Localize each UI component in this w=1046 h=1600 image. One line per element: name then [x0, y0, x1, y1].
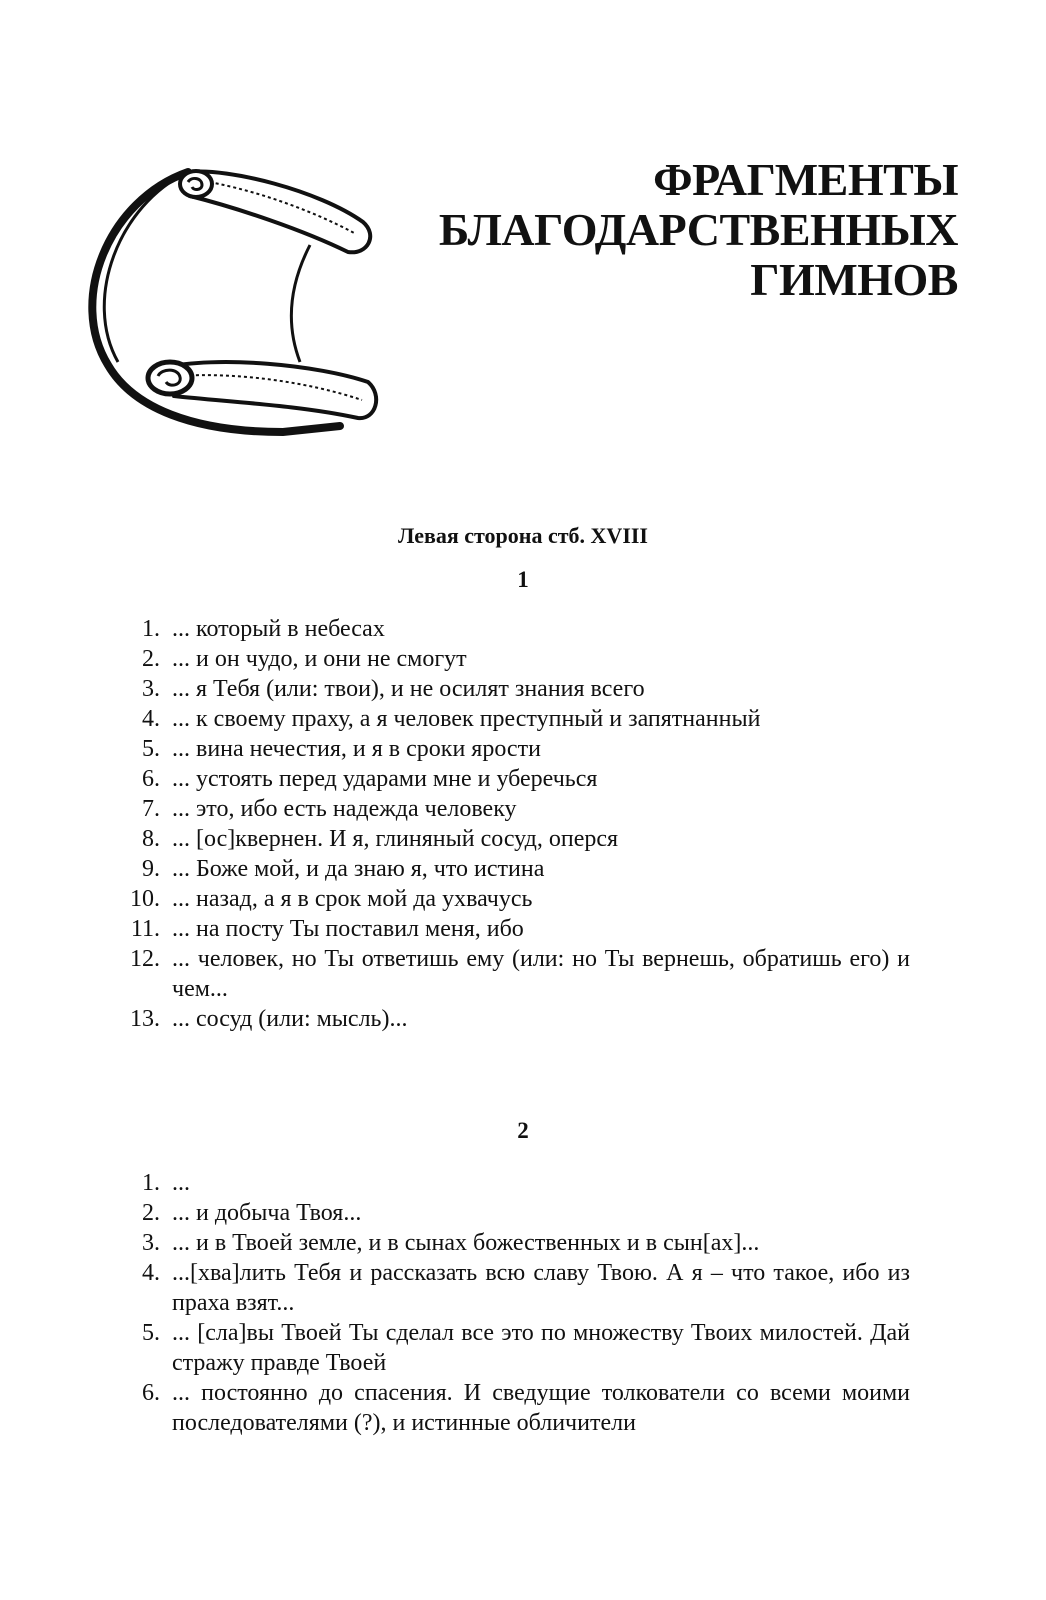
- verse-line: [120, 1228, 910, 1258]
- verse-line: [120, 884, 910, 914]
- verse-number: 8.: [142, 826, 160, 852]
- verse-line: [120, 794, 910, 824]
- verse-text: ... это, ибо есть надежда человеку: [172, 796, 517, 822]
- column-subtitle: Левая сторона стб. XVIII: [397, 523, 648, 548]
- verse-text: ... постоянно до спасения. И сведущие толкователи со всеми моими последователями (?), и истинные обличители: [172, 1380, 910, 1436]
- verse-line: [120, 614, 910, 644]
- verse-number: 3.: [142, 1230, 160, 1256]
- verse-number: 1.: [142, 1170, 160, 1196]
- verse-line: [120, 1318, 910, 1378]
- verse-number: 4.: [142, 706, 160, 732]
- verse-text: ... и в Твоей земле, и в сынах божественных и в сын[ах]...: [172, 1230, 760, 1256]
- verse-text: ... [ос]квернен. И я, глиняный сосуд, оперся: [172, 826, 619, 852]
- verse-number: 5.: [142, 736, 160, 762]
- scroll-icon: [78, 150, 398, 450]
- verse-number: 6.: [142, 766, 160, 792]
- verse-line: [120, 734, 910, 764]
- verse-line: [120, 914, 910, 944]
- title-line: ФРАГМЕНТЫ: [653, 154, 958, 205]
- verse-line: [120, 644, 910, 674]
- section-2-lines: [120, 1168, 910, 1438]
- verse-text: ... устоять перед ударами мне и уберечься: [172, 766, 598, 792]
- verse-number: 13.: [130, 1006, 160, 1032]
- verse-number: 2.: [142, 1200, 160, 1226]
- verse-number: 11.: [130, 916, 160, 942]
- verse-line: [120, 854, 910, 884]
- verse-number: 2.: [142, 646, 160, 672]
- title-line: ГИМНОВ: [750, 254, 958, 305]
- page-title: [439, 155, 958, 305]
- verse-number: 10.: [130, 886, 160, 912]
- verse-line: [120, 824, 910, 854]
- verse-line: [120, 704, 910, 734]
- verse-number: 3.: [142, 676, 160, 702]
- verse-line: [120, 1004, 910, 1034]
- section-1-lines: [120, 614, 910, 1034]
- verse-line: [120, 1198, 910, 1228]
- verse-line: [120, 1378, 910, 1438]
- verse-text: ... к своему праху, а я человек преступный и запятнанный: [172, 706, 761, 732]
- verse-number: 12.: [130, 946, 160, 972]
- verse-text: ... который в небесах: [172, 616, 385, 642]
- verse-text: ... и добыча Твоя...: [172, 1200, 362, 1226]
- section-number: 2: [517, 1118, 529, 1143]
- verse-number: 1.: [142, 616, 160, 642]
- verse-number: 5.: [142, 1320, 160, 1346]
- verse-text: ... я Тебя (или: твои), и не осилят знания всего: [172, 676, 645, 702]
- verse-number: 9.: [142, 856, 160, 882]
- verse-text: ...[хва]лить Тебя и рассказать всю славу Твою. А я – что такое, ибо из праха взят...: [172, 1260, 910, 1316]
- verse-text: ...: [172, 1170, 190, 1196]
- verse-text: ... сосуд (или: мысль)...: [172, 1006, 408, 1032]
- verse-number: 6.: [142, 1380, 160, 1406]
- section-number: 1: [517, 567, 529, 592]
- verse-line: [120, 764, 910, 794]
- verse-text: ... Боже мой, и да знаю я, что истина: [172, 856, 545, 882]
- verse-number: 4.: [142, 1260, 160, 1286]
- verse-text: ... вина нечестия, и я в сроки ярости: [172, 736, 541, 762]
- verse-line: [120, 944, 910, 1004]
- title-line: БЛАГОДАРСТВЕННЫХ: [438, 204, 958, 255]
- verse-text: ... назад, а я в срок мой да ухвачусь: [172, 886, 533, 912]
- verse-line: [120, 674, 910, 704]
- verse-line: [120, 1168, 910, 1198]
- verse-line: [120, 1258, 910, 1318]
- verse-number: 7.: [142, 796, 160, 822]
- verse-text: ... человек, но Ты ответишь ему (или: но Ты вернешь, обратишь его) и чем...: [172, 946, 910, 1002]
- verse-text: ... на посту Ты поставил меня, ибо: [172, 916, 524, 942]
- verse-text: ... и он чудо, и они не смогут: [172, 646, 467, 672]
- verse-text: ... [сла]вы Твоей Ты сделал все это по множеству Твоих милостей. Дай стражу правде Твоей: [172, 1320, 910, 1376]
